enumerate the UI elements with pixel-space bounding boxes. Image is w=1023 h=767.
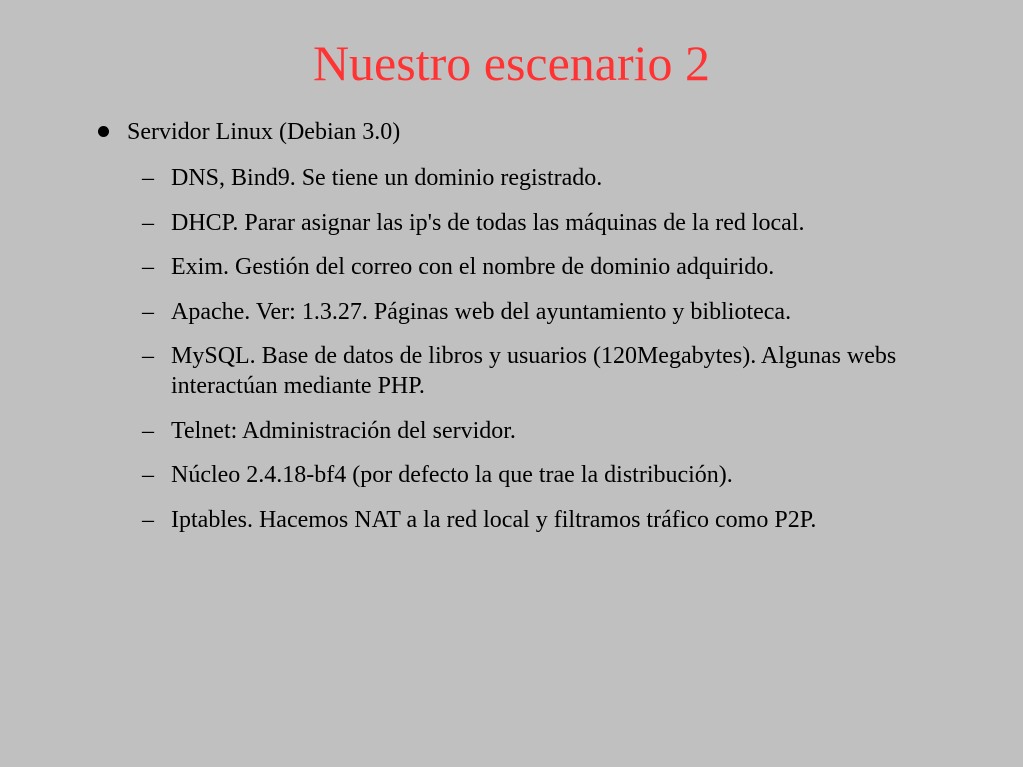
sub-bullet-text: DNS, Bind9. Se tiene un dominio registrado. [171, 165, 603, 191]
dash-icon: – [142, 254, 154, 280]
sub-bullet-item [142, 505, 982, 535]
sub-bullet-item [142, 208, 982, 238]
sub-bullet-item [142, 297, 982, 327]
sub-bullet-item [142, 163, 982, 193]
sub-bullet-item [142, 341, 982, 401]
dash-icon: – [142, 462, 154, 488]
dash-icon: – [142, 298, 154, 325]
sub-bullet-item [142, 416, 982, 446]
bullet-item-servidor [96, 115, 400, 149]
sub-bullet-item [142, 460, 982, 490]
sub-bullet-list [142, 163, 982, 549]
dash-icon: – [142, 417, 154, 444]
sub-bullet-text: Núcleo 2.4.18-bf4 (por defecto la que trae la distribución). [171, 462, 733, 488]
dash-icon: – [142, 165, 154, 191]
bullet-text: Servidor Linux (Debian 3.0) [127, 119, 401, 145]
bullet-dot-icon [98, 126, 109, 137]
slide-title: Nuestro escenario 2 [312, 35, 711, 91]
sub-bullet-text: Telnet: Administración del servidor. [171, 417, 516, 444]
sub-bullet-text: DHCP. Parar asignar las ip's de todas las máquinas de la red local. [171, 209, 805, 236]
sub-bullet-text: MySQL. Base de datos de libros y usuarios (120Megabytes). Algunas webs interactúan mediante PHP. [171, 343, 897, 399]
sub-bullet-item [142, 252, 982, 282]
sub-bullet-text: Exim. Gestión del correo con el nombre de dominio adquirido. [171, 254, 775, 280]
dash-icon: – [142, 343, 154, 369]
dash-icon: – [142, 506, 154, 533]
dash-icon: – [142, 209, 154, 236]
sub-bullet-text: Apache. Ver: 1.3.27. Páginas web del ayuntamiento y biblioteca. [171, 298, 792, 325]
sub-bullet-text: Iptables. Hacemos NAT a la red local y filtramos tráfico como P2P. [171, 506, 817, 533]
